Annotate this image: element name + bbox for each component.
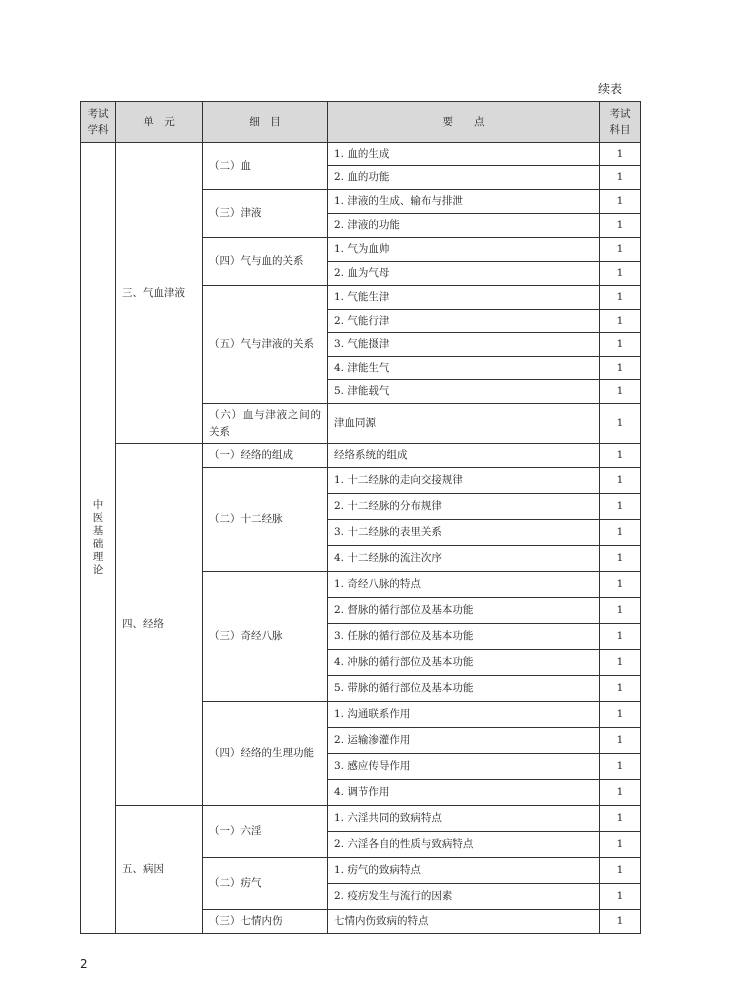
item-cell: （三）奇经八脉 (203, 572, 328, 702)
point-cell: 4. 调节作用 (328, 780, 600, 806)
header-item: 细 目 (203, 102, 328, 143)
level-cell: 1 (600, 676, 641, 702)
point-cell: 2. 六淫各自的性质与致病特点 (328, 832, 600, 858)
table-row (81, 806, 641, 832)
point-cell: 1. 气为血帅 (328, 238, 600, 262)
level-cell: 1 (600, 572, 641, 598)
point-cell: 1. 津液的生成、输布与排泄 (328, 190, 600, 214)
level-cell: 1 (600, 806, 641, 832)
point-cell: 3. 十二经脉的表里关系 (328, 520, 600, 546)
level-cell: 1 (600, 262, 641, 286)
syllabus-table (80, 101, 641, 934)
item-cell: （六）血与津液之间的关系 (203, 404, 328, 444)
item-cell: （五）气与津液的关系 (203, 286, 328, 404)
level-cell: 1 (600, 190, 641, 214)
point-cell: 2. 血的功能 (328, 166, 600, 190)
item-cell: （三）津液 (203, 190, 328, 238)
unit-cell: 五、病因 (116, 806, 203, 934)
level-cell: 1 (600, 310, 641, 333)
table-header-row (81, 102, 641, 143)
level-cell: 1 (600, 238, 641, 262)
item-cell: （二）血 (203, 143, 328, 190)
level-cell: 1 (600, 380, 641, 404)
point-cell: 1. 气能生津 (328, 286, 600, 310)
level-cell: 1 (600, 650, 641, 676)
item-cell: （一）六淫 (203, 806, 328, 858)
subject-cell: 中 医 基 础 理 论 (81, 143, 116, 934)
level-cell: 1 (600, 624, 641, 650)
point-cell: 1. 疠气的致病特点 (328, 858, 600, 884)
point-cell: 3. 气能摄津 (328, 333, 600, 357)
level-cell: 1 (600, 214, 641, 238)
level-cell: 1 (600, 333, 641, 357)
level-cell: 1 (600, 754, 641, 780)
point-cell: 4. 十二经脉的流注次序 (328, 546, 600, 572)
level-cell: 1 (600, 166, 641, 190)
point-cell: 3. 感应传导作用 (328, 754, 600, 780)
unit-cell: 三、气血津液 (116, 143, 203, 444)
point-cell: 津血同源 (328, 404, 600, 444)
level-cell: 1 (600, 598, 641, 624)
level-cell: 1 (600, 468, 641, 494)
item-cell: （四）经络的生理功能 (203, 702, 328, 806)
level-cell: 1 (600, 404, 641, 444)
level-cell: 1 (600, 286, 641, 310)
point-cell: 2. 十二经脉的分布规律 (328, 494, 600, 520)
point-cell: 5. 带脉的循行部位及基本功能 (328, 676, 600, 702)
point-cell: 经络系统的组成 (328, 444, 600, 468)
level-cell: 1 (600, 546, 641, 572)
table-body (81, 143, 641, 934)
point-cell: 2. 督脉的循行部位及基本功能 (328, 598, 600, 624)
level-cell: 1 (600, 884, 641, 910)
continued-label: 续表 (598, 82, 623, 96)
level-cell: 1 (600, 910, 641, 934)
level-cell: 1 (600, 143, 641, 166)
level-cell: 1 (600, 444, 641, 468)
point-cell: 2. 津液的功能 (328, 214, 600, 238)
item-cell: （四）气与血的关系 (203, 238, 328, 286)
header-level: 考试 科目 (600, 102, 641, 143)
header-unit: 单 元 (116, 102, 203, 143)
item-cell: （三）七情内伤 (203, 910, 328, 934)
level-cell: 1 (600, 728, 641, 754)
point-cell: 2. 血为气母 (328, 262, 600, 286)
point-cell: 2. 疫疠发生与流行的因素 (328, 884, 600, 910)
level-cell: 1 (600, 858, 641, 884)
header-subject: 考试 学科 (81, 102, 116, 143)
page-number: 2 (80, 957, 88, 971)
point-cell: 4. 津能生气 (328, 357, 600, 380)
point-cell: 3. 任脉的循行部位及基本功能 (328, 624, 600, 650)
header-point: 要 点 (328, 102, 600, 143)
point-cell: 2. 运输渗灌作用 (328, 728, 600, 754)
level-cell: 1 (600, 357, 641, 380)
point-cell: 1. 血的生成 (328, 143, 600, 166)
item-cell: （二）十二经脉 (203, 468, 328, 572)
point-cell: 1. 沟通联系作用 (328, 702, 600, 728)
unit-cell: 四、经络 (116, 444, 203, 806)
point-cell: 5. 津能载气 (328, 380, 600, 404)
item-cell: （一）经络的组成 (203, 444, 328, 468)
level-cell: 1 (600, 520, 641, 546)
point-cell: 1. 奇经八脉的特点 (328, 572, 600, 598)
level-cell: 1 (600, 832, 641, 858)
point-cell: 4. 冲脉的循行部位及基本功能 (328, 650, 600, 676)
level-cell: 1 (600, 494, 641, 520)
table-row (81, 444, 641, 468)
point-cell: 七情内伤致病的特点 (328, 910, 600, 934)
point-cell: 1. 六淫共同的致病特点 (328, 806, 600, 832)
level-cell: 1 (600, 780, 641, 806)
point-cell: 2. 气能行津 (328, 310, 600, 333)
level-cell: 1 (600, 702, 641, 728)
point-cell: 1. 十二经脉的走向交接规律 (328, 468, 600, 494)
item-cell: （二）疠气 (203, 858, 328, 910)
table-row (81, 143, 641, 166)
